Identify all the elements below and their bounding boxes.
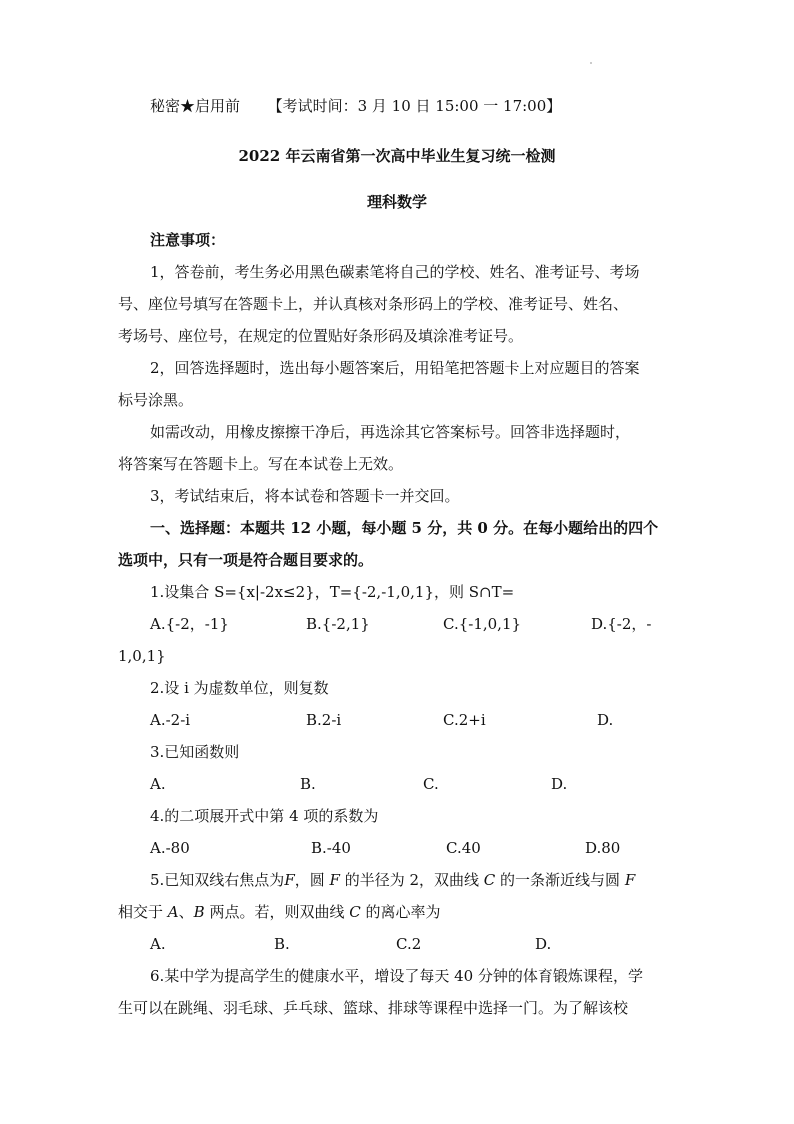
header-line [150,96,561,116]
q5-option-b: B. [274,935,290,953]
q1-option-b: B.{-2,1} [306,615,370,633]
notice-item2-line1: 2，回答选择题时，选出每小题答案后，用铅笔把答题卡上对应题目的答案 [150,359,640,377]
subject-title: 理科数学 [366,193,427,211]
q5-option-c: C.2 [396,935,422,953]
section1-line2: 选项中，只有一项是符合题目要求的。 [118,551,374,569]
q4-option-b: B.-40 [311,839,351,857]
q4-option-c: C.40 [446,839,481,857]
notice-heading: 注意事项： [150,231,226,249]
q1-stem: 1.设集合 S={x|-2x≤2}，T={-2,-1,0,1}，则 S∩T= [150,583,515,601]
q5-text-5: 相交于 [118,903,168,921]
q5-var-b: B [193,903,205,921]
q3-stem: 3.已知函数则 [150,743,240,761]
q5-option-d: D. [535,935,552,953]
q2-option-c: C.2+i [443,711,486,729]
q2-option-a: A.-2-i [150,711,191,729]
scan-speck [590,62,592,64]
section1-line1: 一、选择题：本题共 12 小题，每小题 5 分，共 0 分。在每小题给出的四个 [150,519,659,537]
notice-item3: 3，考试结束后，将本试卷和答题卡一并交回。 [150,487,460,505]
q5-text-7: 两点。若，则双曲线 [204,903,350,921]
q1-option-d-cont: 1,0,1} [118,647,166,665]
q6-stem-line1: 6.某中学为提高学生的健康水平，增设了每天 40 分钟的体育锻炼课程，学 [150,967,643,985]
notice-item2b-line1: 如需改动，用橡皮擦擦干净后，再选涂其它答案标号。回答非选择题时， [150,423,631,441]
q5-var-c2: C [349,903,361,921]
q3-option-d: D. [551,775,568,793]
q5-var-f1: F [284,871,295,889]
q1-option-a: A.{-2，-1} [150,615,229,633]
q3-option-a: A. [150,775,166,793]
q5-text-2: ，圆 [294,871,330,889]
notice-item2-line2: 标号涂黑。 [118,391,194,409]
q5-text-4: 的一条渐近线与圆 [495,871,625,889]
q5-text-3: 的半径为 2，双曲线 [339,871,484,889]
q5-text-6: 、 [178,903,194,921]
q5-var-a: A [167,903,179,921]
q5-stem-line2 [118,902,440,922]
q3-option-c: C. [423,775,439,793]
q5-option-a: A. [150,935,166,953]
q3-option-b: B. [300,775,316,793]
q4-option-a: A.-80 [150,839,190,857]
q4-option-d: D.80 [585,839,621,857]
q5-text-1: 5.已知双线右焦点为 [150,871,285,889]
q6-stem-line2: 生可以在跳绳、羽毛球、乒乓球、篮球、排球等课程中选择一门。为了解该校 [118,999,629,1017]
q5-text-8: 的离心率为 [360,903,441,921]
q1-option-d: D.{-2，- [591,615,652,633]
q5-stem-line1 [150,870,635,890]
exam-title: 2022 年云南省第一次高中毕业生复习统一检测 [238,147,556,165]
q5-var-c1: C [483,871,496,889]
q2-stem: 2.设 i 为虚数单位，则复数 [150,679,329,697]
q4-stem: 4.的二项展开式中第 4 项的系数为 [150,807,379,825]
secret-label: 秘密★启用前 [150,97,241,115]
q5-var-f3: F [624,871,636,889]
notice-item1-line2: 号、座位号填写在答题卡上，并认真核对条形码上的学校、准考证号、姓名、 [118,295,629,313]
q5-var-f2: F [329,871,340,889]
notice-item1-line1: 1，答卷前，考生务必用黑色碳素笔将自己的学校、姓名、准考证号、考场 [150,263,640,281]
q2-option-b: B.2-i [306,711,342,729]
notice-item1-line3: 考场号、座位号，在规定的位置贴好条形码及填涂准考证号。 [118,327,524,345]
q2-option-d: D. [597,711,614,729]
q1-option-c: C.{-1,0,1} [443,615,522,633]
notice-item2b-line2: 将答案写在答题卡上。写在本试卷上无效。 [118,455,404,473]
exam-time: 【考试时间：3 月 10 日 15:00 一 17:00】 [267,97,562,115]
